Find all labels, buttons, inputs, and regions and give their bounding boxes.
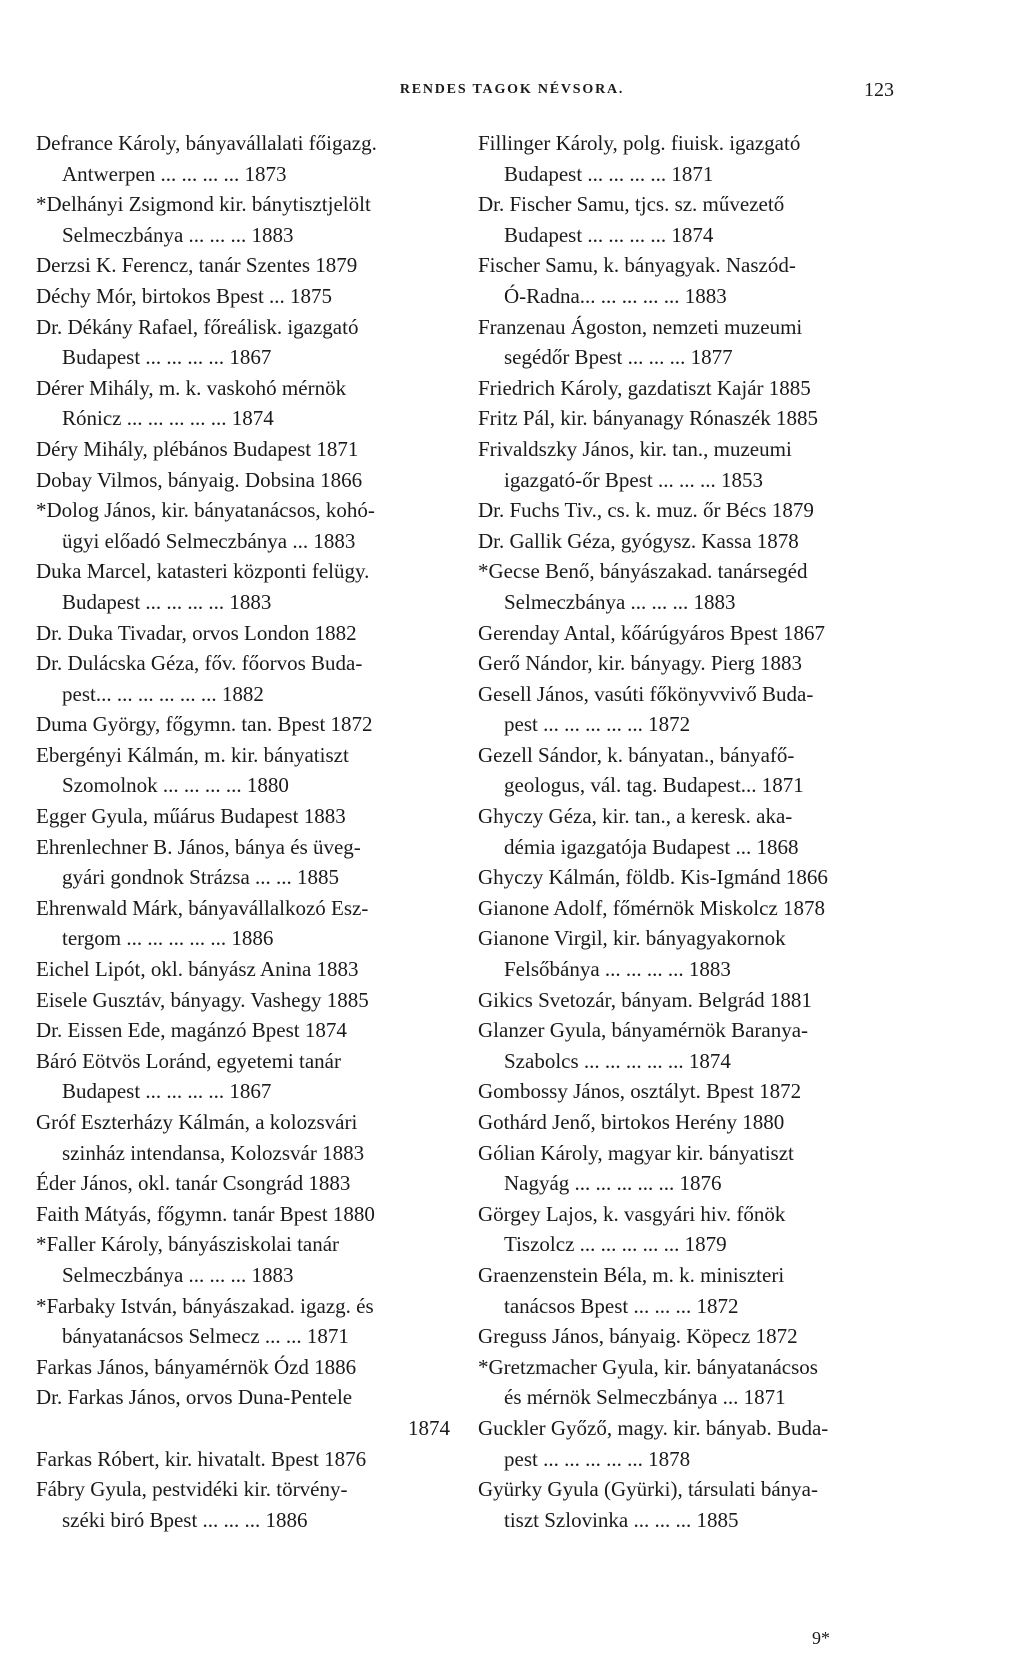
entry-line: pest... ... ... ... ... ... 1882 [62, 681, 264, 706]
entry-line: Selmeczbánya ... ... ... 1883 [504, 589, 736, 614]
entry-line: széki biró Bpest ... ... ... 1886 [62, 1507, 308, 1532]
entry-line: Ghyczy Géza, kir. tan., a keresk. aka- [478, 804, 793, 829]
entry-line: Budapest ... ... ... ... 1867 [62, 1079, 272, 1104]
entry-line: Glanzer Gyula, bányamérnök Baranya- [478, 1018, 809, 1043]
entry-line: Egger Gyula, műárus Budapest 1883 [36, 804, 346, 829]
entry-line: tergom ... ... ... ... ... 1886 [62, 926, 274, 951]
entry-line: *Farbaky István, bányászakad. igazg. és [36, 1293, 374, 1318]
entry-line: pest ... ... ... ... ... 1872 [504, 712, 691, 737]
entry-line: Dr. Fischer Samu, tjcs. sz. művezető [478, 192, 785, 217]
entry-line: Duma György, főgymn. tan. Bpest 1872 [36, 712, 373, 737]
entry-line: *Faller Károly, bányásziskolai tanár [36, 1232, 340, 1257]
entry-line: Tiszolcz ... ... ... ... ... 1879 [504, 1232, 727, 1257]
entry-line: Duka Marcel, katasteri központi felügy. [36, 559, 370, 584]
entry-line: pest ... ... ... ... ... 1878 [504, 1446, 691, 1471]
entry-line: Gerő Nándor, kir. bányagy. Pierg 1883 [478, 651, 803, 676]
entry-line: Ebergényi Kálmán, m. kir. bányatiszt [36, 742, 349, 767]
entry-line: Szomolnok ... ... ... ... 1880 [62, 773, 289, 798]
entry-line: Dérer Mihály, m. k. vaskohó mérnök [36, 375, 347, 400]
entry-line: Gesell János, vasúti főkönyvvivő Buda- [478, 681, 814, 706]
entry-line: Dr. Dulácska Géza, főv. főorvos Buda- [36, 651, 363, 676]
entry-line: Fritz Pál, kir. bányanagy Rónaszék 1885 [478, 406, 819, 431]
entry-line: Dr. Fuchs Tiv., cs. k. muz. őr Bécs 1879 [478, 498, 814, 523]
entry-line: Gianone Adolf, főmérnök Miskolcz 1878 [478, 895, 826, 920]
entry-line: Defrance Károly, bányavállalati főigazg. [36, 131, 377, 155]
entry-line: Selmeczbánya ... ... ... 1883 [62, 222, 294, 247]
left-column [36, 128, 450, 1535]
entry-line: Dr. Duka Tivadar, orvos London 1882 [36, 620, 357, 645]
entry-line: igazgató-őr Bpest ... ... ... 1853 [504, 467, 763, 492]
entry-line: *Gecse Benő, bányászakad. tanársegéd [478, 559, 808, 584]
entry-line: Gianone Virgil, kir. bányagyakornok [478, 926, 786, 951]
entry-line: Báró Eötvös Loránd, egyetemi tanár [36, 1048, 341, 1073]
entry-line: Nagyág ... ... ... ... ... 1876 [504, 1171, 722, 1196]
entry-line: Gróf Eszterházy Kálmán, a kolozsvári [36, 1110, 358, 1134]
entry-line: Selmeczbánya ... ... ... 1883 [62, 1262, 294, 1287]
entry-line: Farkas János, bányamérnök Ózd 1886 [36, 1354, 357, 1379]
entry-line: Derzsi K. Ferencz, tanár Szentes 1879 [36, 253, 358, 278]
entry-line: Gothárd Jenő, birtokos Herény 1880 [478, 1110, 785, 1134]
entry-line: Franzenau Ágoston, nemzeti muzeumi [478, 314, 803, 339]
entry-line: Farkas Róbert, kir. hivatalt. Bpest 1876 [36, 1446, 367, 1471]
entry-line: Eichel Lipót, okl. bányász Anina 1883 [36, 957, 359, 982]
entry-line: Éder János, okl. tanár Csongrád 1883 [36, 1171, 351, 1196]
entry-line: tanácsos Bpest ... ... ... 1872 [504, 1293, 739, 1318]
entry-line: ügyi előadó Selmeczbánya ... 1883 [62, 528, 356, 553]
entry-line: *Delhányi Zsigmond kir. bánytisztjelölt [36, 192, 371, 217]
entry-line: Greguss János, bányaig. Köpecz 1872 [478, 1324, 798, 1349]
entry-line: Déchy Mór, birtokos Bpest ... 1875 [36, 283, 333, 308]
entry-line: *Dolog János, kir. bányatanácsos, kohó- [36, 498, 375, 523]
entry-line: Budapest ... ... ... ... 1867 [62, 345, 272, 370]
running-title: RENDES TAGOK NÉVSORA. [399, 82, 625, 97]
entry-line: Ehrenlechner B. János, bánya és üveg- [36, 834, 361, 859]
entry-line: Dr. Eissen Ede, magánzó Bpest 1874 [36, 1018, 347, 1043]
entry-line: Gikics Svetozár, bányam. Belgrád 1881 [478, 987, 812, 1012]
entry-line: Budapest ... ... ... ... 1883 [62, 589, 272, 614]
entry-line: *Gretzmacher Gyula, kir. bányatanácsos [478, 1354, 818, 1379]
entry-line: Ehrenwald Márk, bányavállalkozó Esz- [36, 895, 369, 920]
entry-line: Dr. Dékány Rafael, főreálisk. igazgató [36, 314, 359, 339]
entry-line: Eisele Gusztáv, bányagy. Vashegy 1885 [36, 987, 369, 1012]
entry-line: geologus, vál. tag. Budapest... 1871 [504, 773, 804, 798]
entry-line: Felsőbánya ... ... ... ... 1883 [504, 957, 731, 982]
entry-line: Dr. Farkas János, orvos Duna-Pentele [36, 1385, 353, 1410]
entry-line: Gyürky Gyula (Gyürki), társulati bánya- [478, 1477, 818, 1502]
entry-line: Friedrich Károly, gazdatiszt Kajár 1885 [478, 375, 811, 400]
entry-line: tiszt Szlovinka ... ... ... 1885 [504, 1507, 739, 1532]
printer-signature-mark: 9* [812, 1628, 830, 1648]
entry-line: Fischer Samu, k. bányagyak. Naszód- [478, 253, 796, 278]
entry-line: Déry Mihály, plébános Budapest 1871 [36, 436, 359, 461]
entry-line: és mérnök Selmeczbánya ... 1871 [504, 1385, 786, 1410]
page-header [0, 79, 1024, 106]
entry-line: Ghyczy Kálmán, földb. Kis-Igmánd 1866 [478, 865, 828, 890]
entry-line: segédőr Bpest ... ... ... 1877 [504, 345, 733, 370]
entry-line: Rónicz ... ... ... ... ... 1874 [62, 406, 274, 431]
entry-line: Szabolcs ... ... ... ... ... 1874 [504, 1048, 731, 1073]
entry-line: Dr. Gallik Géza, gyógysz. Kassa 1878 [478, 528, 799, 553]
entry-line: Gombossy János, osztályt. Bpest 1872 [478, 1079, 802, 1104]
entry-line: Fillinger Károly, polg. fiuisk. igazgató [478, 131, 801, 155]
entry-line: démia igazgatója Budapest ... 1868 [504, 834, 799, 859]
page-number: 123 [864, 79, 894, 101]
entry-line: Gerenday Antal, kőárúgyáros Bpest 1867 [478, 620, 826, 645]
entry-line: Faith Mátyás, főgymn. tanár Bpest 1880 [36, 1201, 375, 1226]
entry-line: Frivaldszky János, kir. tan., muzeumi [478, 436, 792, 461]
entry-line: Gólian Károly, magyar kir. bányatiszt [478, 1140, 794, 1165]
entry-line: Görgey Lajos, k. vasgyári hiv. főnök [478, 1201, 786, 1226]
entry-line: Antwerpen ... ... ... ... 1873 [62, 161, 287, 186]
entry-line: Budapest ... ... ... ... 1871 [504, 161, 714, 186]
entry-line: Budapest ... ... ... ... 1874 [504, 222, 714, 247]
entry-line: szinház intendansa, Kolozsvár 1883 [62, 1140, 365, 1165]
entry-line: bányatanácsos Selmecz ... ... 1871 [62, 1324, 349, 1349]
entry-line: 1874 [408, 1415, 450, 1440]
entry-line: Guckler Győző, magy. kir. bányab. Buda- [478, 1415, 829, 1440]
right-column [478, 128, 892, 1535]
entry-line: gyári gondnok Strázsa ... ... 1885 [62, 865, 340, 890]
entry-line: Graenzenstein Béla, m. k. miniszteri [478, 1262, 785, 1287]
entry-line: Ó-Radna... ... ... ... ... 1883 [504, 283, 727, 308]
entry-line: Dobay Vilmos, bányaig. Dobsina 1866 [36, 467, 363, 492]
entry-line: Gezell Sándor, k. bányatan., bányafő- [478, 742, 795, 767]
entry-line: Fábry Gyula, pestvidéki kir. törvény- [36, 1477, 348, 1502]
